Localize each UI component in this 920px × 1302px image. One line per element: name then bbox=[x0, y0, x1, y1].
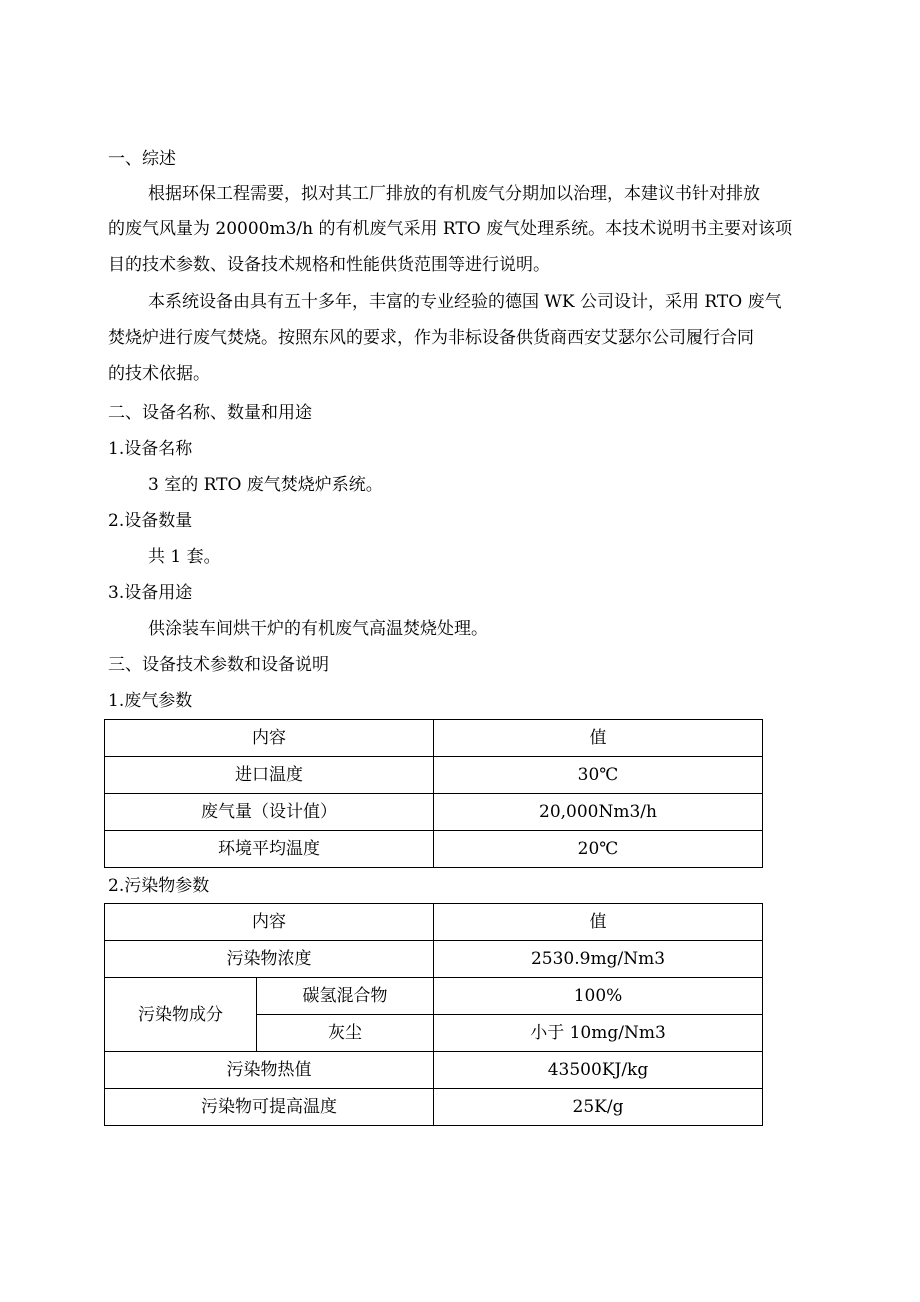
section-2-heading: 二、设备名称、数量和用途 bbox=[108, 403, 312, 423]
table-row bbox=[105, 831, 763, 868]
table-row bbox=[105, 1052, 763, 1089]
table-cell: 100% bbox=[434, 978, 763, 1015]
table-cell: 污染物可提高温度 bbox=[105, 1089, 434, 1126]
section-3-heading: 三、设备技术参数和设备说明 bbox=[108, 655, 329, 675]
paragraph-line: 的技术依据。 bbox=[108, 364, 210, 384]
table-row bbox=[105, 757, 763, 794]
table-group-cell: 污染物成分 bbox=[105, 978, 257, 1052]
table-cell: 25K/g bbox=[434, 1089, 763, 1126]
subsection-heading: 2.污染物参数 bbox=[108, 876, 210, 896]
table-cell: 2530.9mg/Nm3 bbox=[434, 941, 763, 978]
paragraph-line: 3 室的 RTO 废气焚烧炉系统。 bbox=[148, 475, 383, 495]
table-row bbox=[105, 794, 763, 831]
paragraph-line: 根据环保工程需要，拟对其工厂排放的有机废气分期加以治理，本建议书针对排放 bbox=[148, 184, 760, 204]
table-row bbox=[105, 1089, 763, 1126]
subsection-heading: 1.废气参数 bbox=[108, 691, 193, 711]
table-cell: 灰尘 bbox=[257, 1015, 434, 1052]
paragraph-line: 供涂装车间烘干炉的有机废气高温焚烧处理。 bbox=[148, 619, 488, 639]
table-cell: 废气量（设计值） bbox=[105, 794, 434, 831]
table-cell: 43500KJ/kg bbox=[434, 1052, 763, 1089]
table-cell: 20,000Nm3/h bbox=[434, 794, 763, 831]
table-cell: 碳氢混合物 bbox=[257, 978, 434, 1015]
paragraph-line: 焚烧炉进行废气焚烧。按照东风的要求，作为非标设备供货商西安艾瑟尔公司履行合同 bbox=[108, 328, 754, 348]
paragraph-line: 本系统设备由具有五十多年，丰富的专业经验的德国 WK 公司设计，采用 RTO 废气 bbox=[148, 292, 782, 312]
subsection-heading: 3.设备用途 bbox=[108, 583, 193, 603]
table-cell: 小于 10mg/Nm3 bbox=[434, 1015, 763, 1052]
table-cell: 进口温度 bbox=[105, 757, 434, 794]
pollutant-parameters-table bbox=[104, 903, 763, 1126]
table-row bbox=[105, 978, 763, 1015]
paragraph-line: 共 1 套。 bbox=[148, 547, 221, 567]
table-cell: 污染物浓度 bbox=[105, 941, 434, 978]
subsection-heading: 2.设备数量 bbox=[108, 511, 193, 531]
section-1-heading: 一、综述 bbox=[108, 149, 176, 169]
table-cell: 20℃ bbox=[434, 831, 763, 868]
table-header-row bbox=[105, 904, 763, 941]
table-header-cell: 内容 bbox=[105, 720, 434, 757]
table-header-cell: 内容 bbox=[105, 904, 434, 941]
table-row bbox=[105, 941, 763, 978]
table-header-cell: 值 bbox=[434, 904, 763, 941]
paragraph-line: 目的技术参数、设备技术规格和性能供货范围等进行说明。 bbox=[108, 255, 550, 275]
paragraph-line: 的废气风量为 20000m3/h 的有机废气采用 RTO 废气处理系统。本技术说明书主要对该项 bbox=[108, 219, 793, 239]
exhaust-parameters-table bbox=[104, 719, 763, 868]
table-header-row bbox=[105, 720, 763, 757]
table-header-cell: 值 bbox=[434, 720, 763, 757]
subsection-heading: 1.设备名称 bbox=[108, 439, 193, 459]
table-cell: 污染物热值 bbox=[105, 1052, 434, 1089]
table-cell: 30℃ bbox=[434, 757, 763, 794]
table-cell: 环境平均温度 bbox=[105, 831, 434, 868]
